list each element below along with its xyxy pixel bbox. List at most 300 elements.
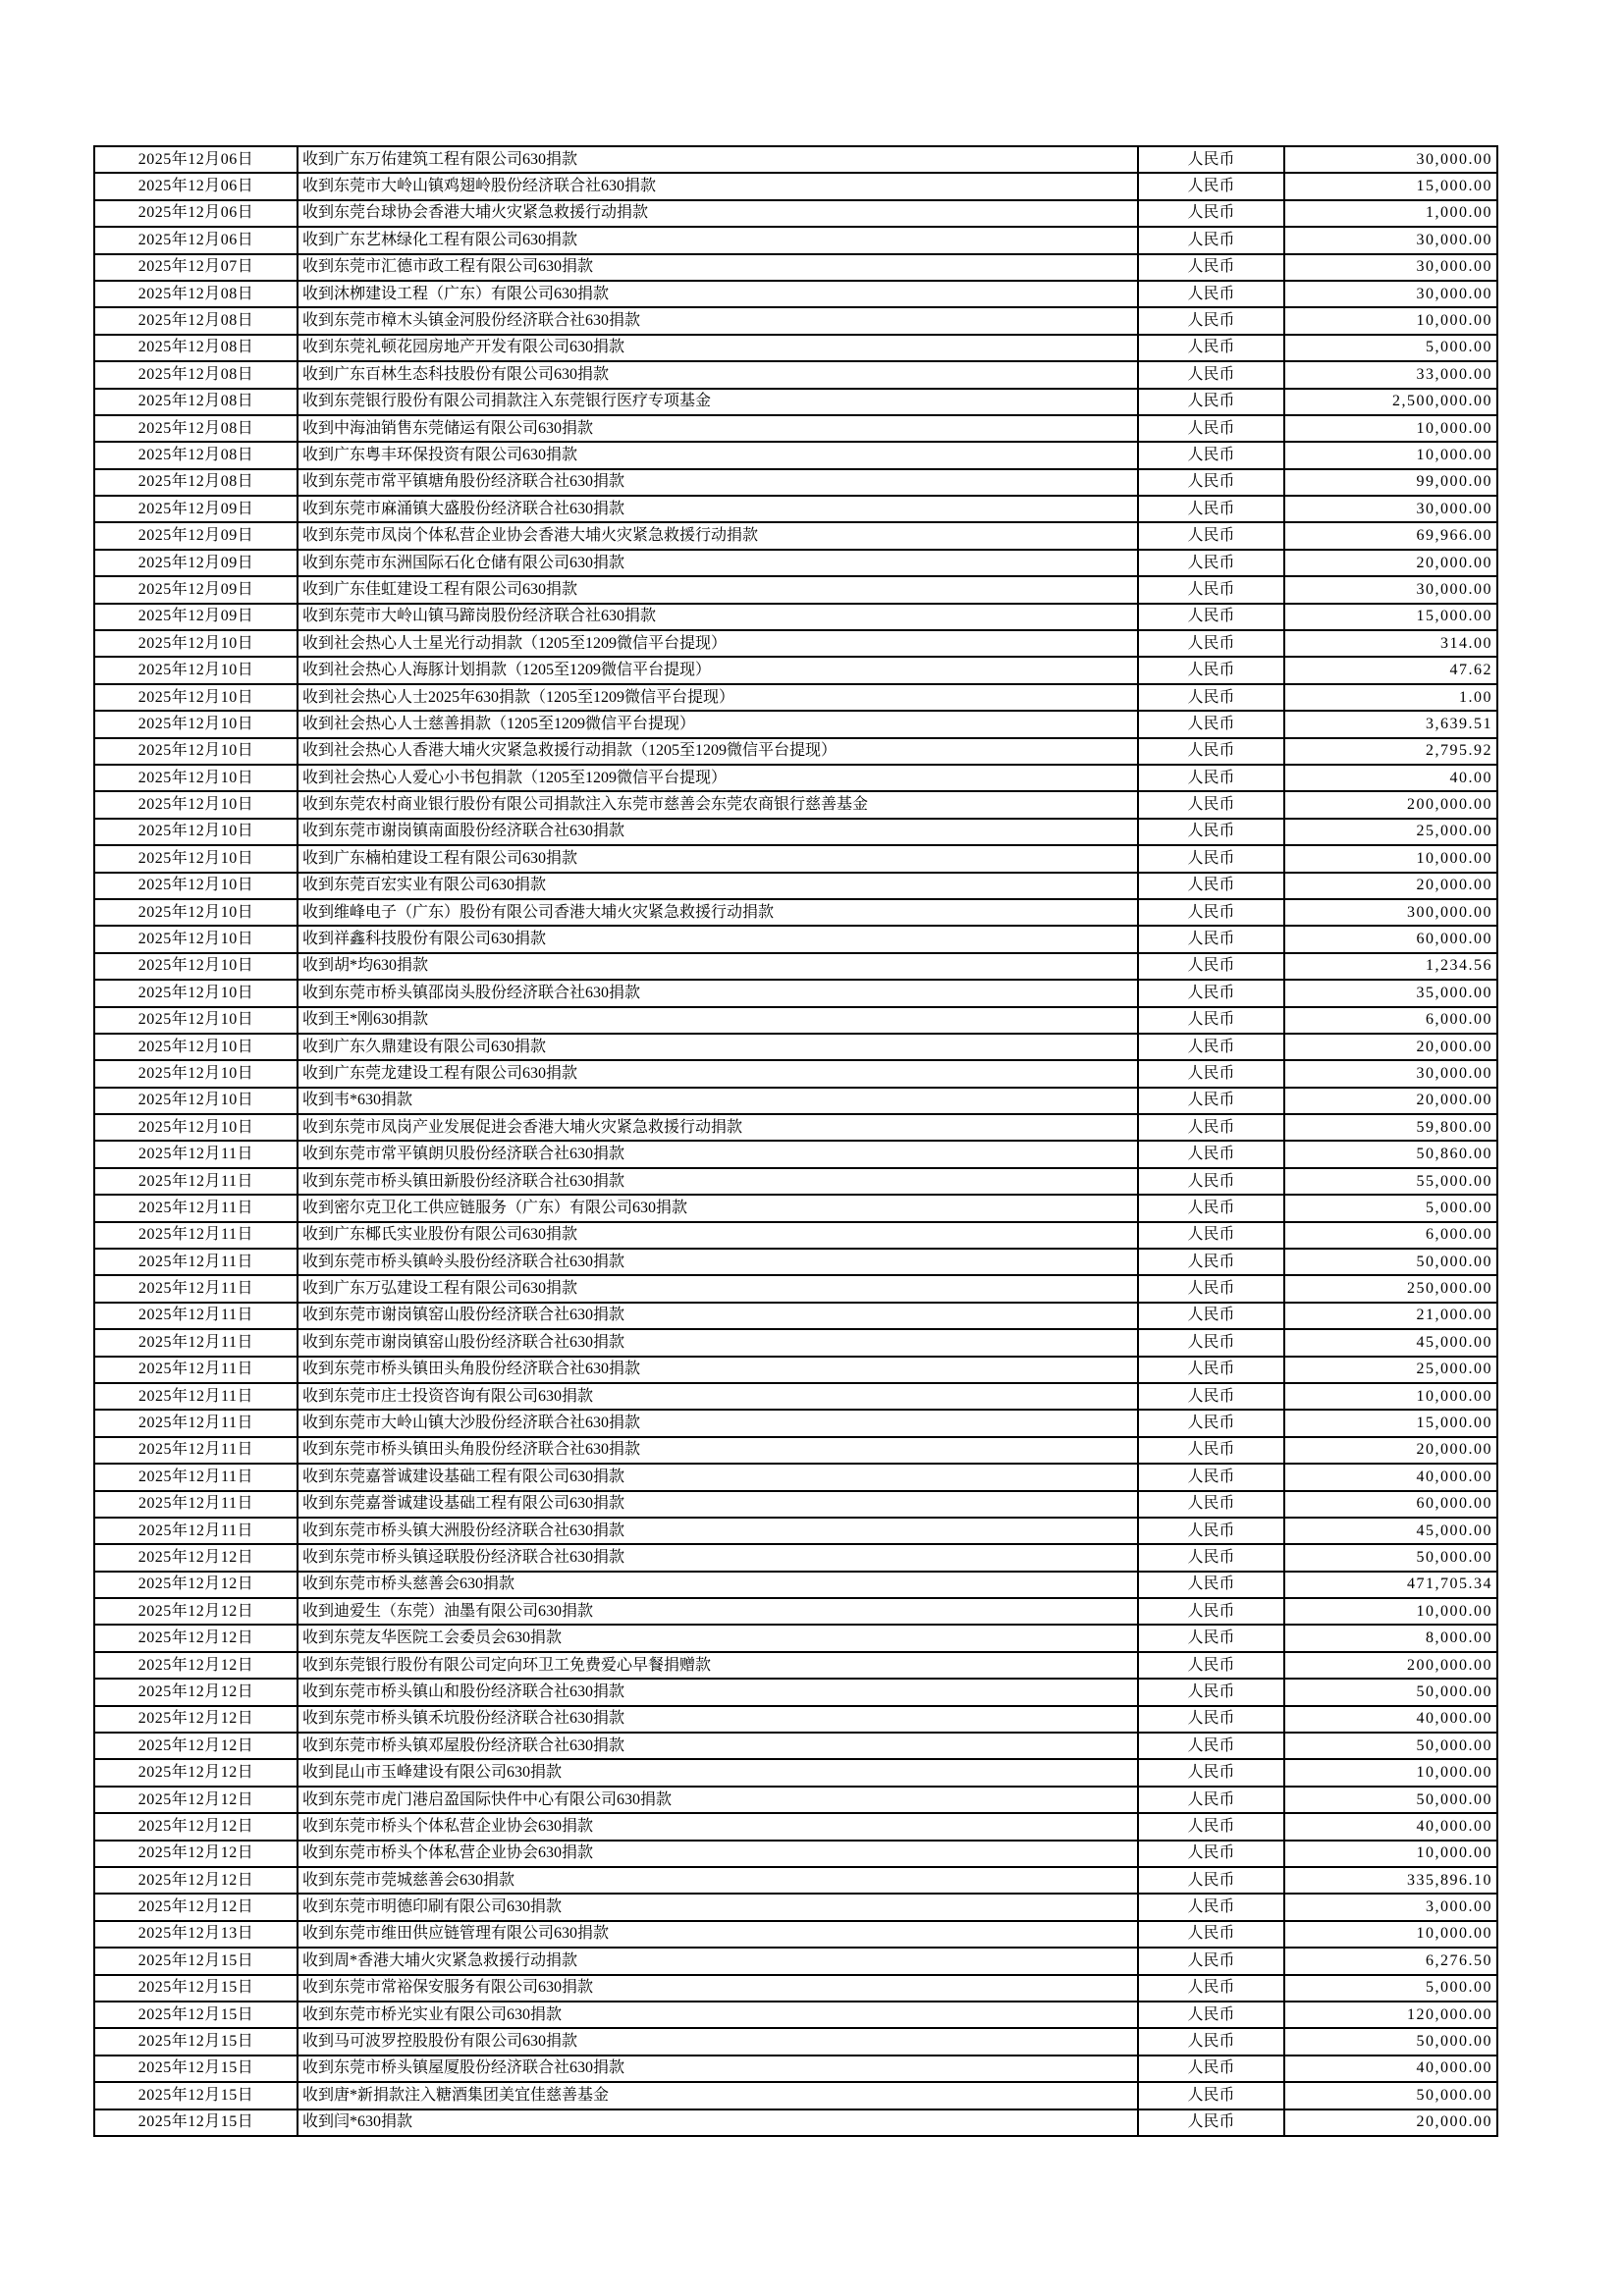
description-cell: 收到马可波罗控股股份有限公司630捐款 <box>298 2028 1138 2055</box>
table-row <box>94 307 1497 334</box>
amount-cell: 1.00 <box>1284 684 1497 711</box>
table-row <box>94 469 1497 496</box>
date-cell: 2025年12月08日 <box>94 415 298 442</box>
table-row <box>94 1060 1497 1087</box>
table-row <box>94 389 1497 415</box>
table-row <box>94 1518 1497 1544</box>
currency-cell: 人民币 <box>1138 1383 1284 1410</box>
description-cell: 收到东莞市大岭山镇鸡翅岭股份经济联合社630捐款 <box>298 173 1138 199</box>
amount-cell: 99,000.00 <box>1284 469 1497 496</box>
currency-cell: 人民币 <box>1138 442 1284 468</box>
amount-cell: 30,000.00 <box>1284 281 1497 307</box>
table-row <box>94 1303 1497 1329</box>
table-row <box>94 1975 1497 2002</box>
amount-cell: 40,000.00 <box>1284 1706 1497 1733</box>
table-row <box>94 1921 1497 1948</box>
amount-cell: 50,000.00 <box>1284 1249 1497 1275</box>
description-cell: 收到唐*新捐款注入糖酒集团美宜佳慈善基金 <box>298 2082 1138 2109</box>
amount-cell: 50,000.00 <box>1284 1679 1497 1705</box>
date-cell: 2025年12月12日 <box>94 1759 298 1786</box>
amount-cell: 3,639.51 <box>1284 711 1497 737</box>
date-cell: 2025年12月12日 <box>94 1733 298 1759</box>
date-cell: 2025年12月10日 <box>94 1034 298 1060</box>
description-cell: 收到东莞市桥头镇山和股份经济联合社630捐款 <box>298 1679 1138 1705</box>
amount-cell: 20,000.00 <box>1284 1437 1497 1464</box>
amount-cell: 50,000.00 <box>1284 2082 1497 2109</box>
table-row <box>94 980 1497 1006</box>
date-cell: 2025年12月10日 <box>94 980 298 1006</box>
amount-cell: 6,000.00 <box>1284 1007 1497 1034</box>
table-row <box>94 791 1497 818</box>
date-cell: 2025年12月11日 <box>94 1275 298 1302</box>
description-cell: 收到东莞市麻涌镇大盛股份经济联合社630捐款 <box>298 496 1138 522</box>
table-row <box>94 2109 1497 2136</box>
table-row <box>94 604 1497 630</box>
date-cell: 2025年12月12日 <box>94 1706 298 1733</box>
date-cell: 2025年12月12日 <box>94 1787 298 1813</box>
description-cell: 收到东莞农村商业银行股份有限公司捐款注入东莞市慈善会东莞农商银行慈善基金 <box>298 791 1138 818</box>
currency-cell: 人民币 <box>1138 200 1284 227</box>
table-row <box>94 1679 1497 1705</box>
currency-cell: 人民币 <box>1138 307 1284 334</box>
date-cell: 2025年12月08日 <box>94 335 298 361</box>
amount-cell: 335,896.10 <box>1284 1867 1497 1894</box>
date-cell: 2025年12月12日 <box>94 1841 298 1867</box>
description-cell: 收到广东万佑建筑工程有限公司630捐款 <box>298 146 1138 173</box>
currency-cell: 人民币 <box>1138 1303 1284 1329</box>
date-cell: 2025年12月09日 <box>94 604 298 630</box>
description-cell: 收到广东艺林绿化工程有限公司630捐款 <box>298 227 1138 253</box>
currency-cell: 人民币 <box>1138 899 1284 926</box>
date-cell: 2025年12月06日 <box>94 227 298 253</box>
currency-cell: 人民币 <box>1138 1275 1284 1302</box>
table-row <box>94 1894 1497 1920</box>
table-row <box>94 227 1497 253</box>
description-cell: 收到东莞市莞城慈善会630捐款 <box>298 1867 1138 1894</box>
amount-cell: 30,000.00 <box>1284 576 1497 603</box>
currency-cell: 人民币 <box>1138 980 1284 1006</box>
date-cell: 2025年12月11日 <box>94 1518 298 1544</box>
date-cell: 2025年12月11日 <box>94 1464 298 1490</box>
date-cell: 2025年12月10日 <box>94 1114 298 1141</box>
amount-cell: 55,000.00 <box>1284 1168 1497 1195</box>
description-cell: 收到广东楠柏建设工程有限公司630捐款 <box>298 845 1138 872</box>
currency-cell: 人民币 <box>1138 281 1284 307</box>
description-cell: 收到王*刚630捐款 <box>298 1007 1138 1034</box>
description-cell: 收到东莞市东洲国际石化仓储有限公司630捐款 <box>298 550 1138 576</box>
description-cell: 收到韦*630捐款 <box>298 1088 1138 1114</box>
description-cell: 收到胡*均630捐款 <box>298 953 1138 980</box>
date-cell: 2025年12月10日 <box>94 1060 298 1087</box>
amount-cell: 3,000.00 <box>1284 1894 1497 1920</box>
description-cell: 收到东莞市谢岗镇窑山股份经济联合社630捐款 <box>298 1303 1138 1329</box>
table-row <box>94 1034 1497 1060</box>
description-cell: 收到东莞市常裕保安服务有限公司630捐款 <box>298 1975 1138 2002</box>
currency-cell: 人民币 <box>1138 335 1284 361</box>
amount-cell: 120,000.00 <box>1284 2002 1497 2028</box>
table-row <box>94 496 1497 522</box>
date-cell: 2025年12月11日 <box>94 1195 298 1221</box>
currency-cell: 人民币 <box>1138 1706 1284 1733</box>
currency-cell: 人民币 <box>1138 738 1284 765</box>
amount-cell: 30,000.00 <box>1284 146 1497 173</box>
amount-cell: 40,000.00 <box>1284 1813 1497 1840</box>
amount-cell: 15,000.00 <box>1284 173 1497 199</box>
table-row <box>94 1007 1497 1034</box>
currency-cell: 人民币 <box>1138 1518 1284 1544</box>
amount-cell: 5,000.00 <box>1284 1975 1497 2002</box>
table-row <box>94 899 1497 926</box>
date-cell: 2025年12月11日 <box>94 1357 298 1383</box>
date-cell: 2025年12月12日 <box>94 1652 298 1679</box>
description-cell: 收到祥鑫科技股份有限公司630捐款 <box>298 926 1138 952</box>
table-row <box>94 1759 1497 1786</box>
table-row <box>94 926 1497 952</box>
currency-cell: 人民币 <box>1138 1491 1284 1518</box>
amount-cell: 30,000.00 <box>1284 227 1497 253</box>
currency-cell: 人民币 <box>1138 1598 1284 1625</box>
table-row <box>94 1625 1497 1651</box>
description-cell: 收到东莞市樟木头镇金河股份经济联合社630捐款 <box>298 307 1138 334</box>
currency-cell: 人民币 <box>1138 1733 1284 1759</box>
currency-cell: 人民币 <box>1138 1168 1284 1195</box>
description-cell: 收到周*香港大埔火灾紧急救援行动捐款 <box>298 1948 1138 1974</box>
currency-cell: 人民币 <box>1138 254 1284 281</box>
description-cell: 收到广东莞龙建设工程有限公司630捐款 <box>298 1060 1138 1087</box>
amount-cell: 59,800.00 <box>1284 1114 1497 1141</box>
currency-cell: 人民币 <box>1138 173 1284 199</box>
date-cell: 2025年12月10日 <box>94 926 298 952</box>
table-row <box>94 630 1497 657</box>
description-cell: 收到东莞市桥头镇邓屋股份经济联合社630捐款 <box>298 1733 1138 1759</box>
amount-cell: 33,000.00 <box>1284 361 1497 388</box>
description-cell: 收到社会热心人士2025年630捐款（1205至1209微信平台提现） <box>298 684 1138 711</box>
amount-cell: 250,000.00 <box>1284 1275 1497 1302</box>
description-cell: 收到昆山市玉峰建设有限公司630捐款 <box>298 1759 1138 1786</box>
table-row <box>94 1652 1497 1679</box>
currency-cell: 人民币 <box>1138 657 1284 683</box>
table-row <box>94 522 1497 549</box>
date-cell: 2025年12月12日 <box>94 1544 298 1571</box>
amount-cell: 1,234.56 <box>1284 953 1497 980</box>
currency-cell: 人民币 <box>1138 1088 1284 1114</box>
amount-cell: 50,000.00 <box>1284 1787 1497 1813</box>
table-row <box>94 1088 1497 1114</box>
amount-cell: 10,000.00 <box>1284 1921 1497 1948</box>
description-cell: 收到东莞银行股份有限公司定向环卫工免费爱心早餐捐赠款 <box>298 1652 1138 1679</box>
date-cell: 2025年12月08日 <box>94 469 298 496</box>
table-row <box>94 2082 1497 2109</box>
amount-cell: 15,000.00 <box>1284 1410 1497 1436</box>
donation-table <box>93 145 1498 2137</box>
table-row <box>94 1383 1497 1410</box>
date-cell: 2025年12月12日 <box>94 1679 298 1705</box>
table-row <box>94 281 1497 307</box>
currency-cell: 人民币 <box>1138 2056 1284 2082</box>
table-row <box>94 1195 1497 1221</box>
amount-cell: 10,000.00 <box>1284 442 1497 468</box>
table-row <box>94 657 1497 683</box>
table-row <box>94 1141 1497 1167</box>
currency-cell: 人民币 <box>1138 1034 1284 1060</box>
amount-cell: 40,000.00 <box>1284 1464 1497 1490</box>
description-cell: 收到东莞市桥头个体私营企业协会630捐款 <box>298 1841 1138 1867</box>
currency-cell: 人民币 <box>1138 926 1284 952</box>
currency-cell: 人民币 <box>1138 819 1284 845</box>
amount-cell: 300,000.00 <box>1284 899 1497 926</box>
currency-cell: 人民币 <box>1138 1329 1284 1356</box>
date-cell: 2025年12月15日 <box>94 2002 298 2028</box>
table-row <box>94 953 1497 980</box>
table-row <box>94 1464 1497 1490</box>
table-row <box>94 146 1497 173</box>
description-cell: 收到东莞市谢岗镇窑山股份经济联合社630捐款 <box>298 1329 1138 1356</box>
amount-cell: 20,000.00 <box>1284 873 1497 899</box>
table-row <box>94 1249 1497 1275</box>
description-cell: 收到社会热心人爱心小书包捐款（1205至1209微信平台提现） <box>298 765 1138 791</box>
date-cell: 2025年12月10日 <box>94 819 298 845</box>
amount-cell: 50,000.00 <box>1284 1733 1497 1759</box>
currency-cell: 人民币 <box>1138 1464 1284 1490</box>
table-row <box>94 711 1497 737</box>
currency-cell: 人民币 <box>1138 496 1284 522</box>
currency-cell: 人民币 <box>1138 1921 1284 1948</box>
description-cell: 收到东莞市大岭山镇马蹄岗股份经济联合社630捐款 <box>298 604 1138 630</box>
currency-cell: 人民币 <box>1138 1679 1284 1705</box>
date-cell: 2025年12月09日 <box>94 576 298 603</box>
currency-cell: 人民币 <box>1138 415 1284 442</box>
currency-cell: 人民币 <box>1138 791 1284 818</box>
date-cell: 2025年12月11日 <box>94 1249 298 1275</box>
currency-cell: 人民币 <box>1138 1867 1284 1894</box>
currency-cell: 人民币 <box>1138 1007 1284 1034</box>
date-cell: 2025年12月12日 <box>94 1894 298 1920</box>
currency-cell: 人民币 <box>1138 1060 1284 1087</box>
currency-cell: 人民币 <box>1138 1222 1284 1249</box>
description-cell: 收到东莞市明德印刷有限公司630捐款 <box>298 1894 1138 1920</box>
description-cell: 收到广东佳虹建设工程有限公司630捐款 <box>298 576 1138 603</box>
description-cell: 收到社会热心人士慈善捐款（1205至1209微信平台提现） <box>298 711 1138 737</box>
currency-cell: 人民币 <box>1138 1114 1284 1141</box>
description-cell: 收到广东椰氏实业股份有限公司630捐款 <box>298 1222 1138 1249</box>
currency-cell: 人民币 <box>1138 361 1284 388</box>
date-cell: 2025年12月10日 <box>94 657 298 683</box>
date-cell: 2025年12月12日 <box>94 1625 298 1651</box>
table-row <box>94 1948 1497 1974</box>
description-cell: 收到东莞市桥头镇屋厦股份经济联合社630捐款 <box>298 2056 1138 2082</box>
currency-cell: 人民币 <box>1138 576 1284 603</box>
description-cell: 收到东莞市虎门港启盈国际快件中心有限公司630捐款 <box>298 1787 1138 1813</box>
date-cell: 2025年12月06日 <box>94 200 298 227</box>
amount-cell: 10,000.00 <box>1284 1841 1497 1867</box>
description-cell: 收到东莞市桥头镇迳联股份经济联合社630捐款 <box>298 1544 1138 1571</box>
date-cell: 2025年12月11日 <box>94 1222 298 1249</box>
description-cell: 收到东莞嘉誉诚建设基础工程有限公司630捐款 <box>298 1491 1138 1518</box>
date-cell: 2025年12月10日 <box>94 873 298 899</box>
date-cell: 2025年12月15日 <box>94 2109 298 2136</box>
description-cell: 收到东莞市桥头镇大洲股份经济联合社630捐款 <box>298 1518 1138 1544</box>
table-row <box>94 1329 1497 1356</box>
amount-cell: 2,795.92 <box>1284 738 1497 765</box>
date-cell: 2025年12月08日 <box>94 442 298 468</box>
date-cell: 2025年12月15日 <box>94 2028 298 2055</box>
amount-cell: 35,000.00 <box>1284 980 1497 1006</box>
date-cell: 2025年12月12日 <box>94 1867 298 1894</box>
amount-cell: 40,000.00 <box>1284 2056 1497 2082</box>
date-cell: 2025年12月08日 <box>94 361 298 388</box>
table-row <box>94 765 1497 791</box>
currency-cell: 人民币 <box>1138 1141 1284 1167</box>
currency-cell: 人民币 <box>1138 2082 1284 2109</box>
table-row <box>94 1572 1497 1598</box>
date-cell: 2025年12月09日 <box>94 550 298 576</box>
date-cell: 2025年12月10日 <box>94 1088 298 1114</box>
currency-cell: 人民币 <box>1138 1249 1284 1275</box>
currency-cell: 人民币 <box>1138 146 1284 173</box>
amount-cell: 47.62 <box>1284 657 1497 683</box>
currency-cell: 人民币 <box>1138 711 1284 737</box>
description-cell: 收到密尔克卫化工供应链服务（广东）有限公司630捐款 <box>298 1195 1138 1221</box>
currency-cell: 人民币 <box>1138 1975 1284 2002</box>
table-row <box>94 173 1497 199</box>
amount-cell: 20,000.00 <box>1284 2109 1497 2136</box>
amount-cell: 10,000.00 <box>1284 1598 1497 1625</box>
description-cell: 收到中海油销售东莞储运有限公司630捐款 <box>298 415 1138 442</box>
table-row <box>94 1275 1497 1302</box>
table-row <box>94 738 1497 765</box>
table-row <box>94 1410 1497 1436</box>
amount-cell: 60,000.00 <box>1284 1491 1497 1518</box>
amount-cell: 1,000.00 <box>1284 200 1497 227</box>
date-cell: 2025年12月15日 <box>94 1975 298 2002</box>
date-cell: 2025年12月11日 <box>94 1383 298 1410</box>
date-cell: 2025年12月13日 <box>94 1921 298 1948</box>
amount-cell: 5,000.00 <box>1284 1195 1497 1221</box>
description-cell: 收到沐栁建设工程（广东）有限公司630捐款 <box>298 281 1138 307</box>
amount-cell: 10,000.00 <box>1284 845 1497 872</box>
amount-cell: 50,000.00 <box>1284 2028 1497 2055</box>
description-cell: 收到社会热心人香港大埔火灾紧急救援行动捐款（1205至1209微信平台提现） <box>298 738 1138 765</box>
date-cell: 2025年12月11日 <box>94 1491 298 1518</box>
currency-cell: 人民币 <box>1138 550 1284 576</box>
amount-cell: 6,276.50 <box>1284 1948 1497 1974</box>
table-row <box>94 550 1497 576</box>
date-cell: 2025年12月10日 <box>94 684 298 711</box>
amount-cell: 30,000.00 <box>1284 1060 1497 1087</box>
table-row <box>94 1867 1497 1894</box>
date-cell: 2025年12月08日 <box>94 281 298 307</box>
description-cell: 收到东莞市桥头镇田头角股份经济联合社630捐款 <box>298 1357 1138 1383</box>
date-cell: 2025年12月12日 <box>94 1598 298 1625</box>
currency-cell: 人民币 <box>1138 1948 1284 1974</box>
description-cell: 收到东莞市凤岗产业发展促进会香港大埔火灾紧急救援行动捐款 <box>298 1114 1138 1141</box>
table-row <box>94 1598 1497 1625</box>
table-row <box>94 254 1497 281</box>
description-cell: 收到东莞市桥头镇田头角股份经济联合社630捐款 <box>298 1437 1138 1464</box>
date-cell: 2025年12月15日 <box>94 1948 298 1974</box>
amount-cell: 10,000.00 <box>1284 307 1497 334</box>
amount-cell: 2,500,000.00 <box>1284 389 1497 415</box>
description-cell: 收到东莞礼顿花园房地产开发有限公司630捐款 <box>298 335 1138 361</box>
date-cell: 2025年12月10日 <box>94 791 298 818</box>
description-cell: 收到东莞友华医院工会委员会630捐款 <box>298 1625 1138 1651</box>
currency-cell: 人民币 <box>1138 1841 1284 1867</box>
date-cell: 2025年12月11日 <box>94 1303 298 1329</box>
description-cell: 收到东莞百宏实业有限公司630捐款 <box>298 873 1138 899</box>
table-row <box>94 1706 1497 1733</box>
table-row <box>94 2056 1497 2082</box>
date-cell: 2025年12月12日 <box>94 1813 298 1840</box>
date-cell: 2025年12月10日 <box>94 630 298 657</box>
date-cell: 2025年12月10日 <box>94 738 298 765</box>
description-cell: 收到东莞市桥光实业有限公司630捐款 <box>298 2002 1138 2028</box>
description-cell: 收到东莞市常平镇塘角股份经济联合社630捐款 <box>298 469 1138 496</box>
currency-cell: 人民币 <box>1138 845 1284 872</box>
currency-cell: 人民币 <box>1138 227 1284 253</box>
currency-cell: 人民币 <box>1138 2109 1284 2136</box>
table-row <box>94 1168 1497 1195</box>
table-row <box>94 1437 1497 1464</box>
amount-cell: 15,000.00 <box>1284 604 1497 630</box>
currency-cell: 人民币 <box>1138 630 1284 657</box>
date-cell: 2025年12月10日 <box>94 711 298 737</box>
date-cell: 2025年12月11日 <box>94 1410 298 1436</box>
currency-cell: 人民币 <box>1138 873 1284 899</box>
date-cell: 2025年12月09日 <box>94 522 298 549</box>
date-cell: 2025年12月10日 <box>94 845 298 872</box>
table-row <box>94 1357 1497 1383</box>
description-cell: 收到东莞市桥头镇田新股份经济联合社630捐款 <box>298 1168 1138 1195</box>
description-cell: 收到东莞市庄士投资咨询有限公司630捐款 <box>298 1383 1138 1410</box>
amount-cell: 45,000.00 <box>1284 1518 1497 1544</box>
date-cell: 2025年12月11日 <box>94 1141 298 1167</box>
date-cell: 2025年12月06日 <box>94 146 298 173</box>
amount-cell: 471,705.34 <box>1284 1572 1497 1598</box>
currency-cell: 人民币 <box>1138 1195 1284 1221</box>
currency-cell: 人民币 <box>1138 1572 1284 1598</box>
description-cell: 收到东莞市桥头镇岭头股份经济联合社630捐款 <box>298 1249 1138 1275</box>
amount-cell: 60,000.00 <box>1284 926 1497 952</box>
description-cell: 收到东莞市常平镇朗贝股份经济联合社630捐款 <box>298 1141 1138 1167</box>
date-cell: 2025年12月11日 <box>94 1329 298 1356</box>
date-cell: 2025年12月06日 <box>94 173 298 199</box>
currency-cell: 人民币 <box>1138 522 1284 549</box>
currency-cell: 人民币 <box>1138 953 1284 980</box>
donation-table-body <box>94 146 1497 2136</box>
amount-cell: 45,000.00 <box>1284 1329 1497 1356</box>
table-row <box>94 200 1497 227</box>
amount-cell: 40.00 <box>1284 765 1497 791</box>
date-cell: 2025年12月10日 <box>94 899 298 926</box>
description-cell: 收到社会热心人士星光行动捐款（1205至1209微信平台提现） <box>298 630 1138 657</box>
currency-cell: 人民币 <box>1138 2028 1284 2055</box>
currency-cell: 人民币 <box>1138 1813 1284 1840</box>
table-row <box>94 873 1497 899</box>
amount-cell: 25,000.00 <box>1284 1357 1497 1383</box>
description-cell: 收到东莞市汇德市政工程有限公司630捐款 <box>298 254 1138 281</box>
table-row <box>94 415 1497 442</box>
table-row <box>94 1841 1497 1867</box>
description-cell: 收到社会热心人海豚计划捐款（1205至1209微信平台提现） <box>298 657 1138 683</box>
currency-cell: 人民币 <box>1138 469 1284 496</box>
description-cell: 收到广东久鼎建设有限公司630捐款 <box>298 1034 1138 1060</box>
description-cell: 收到广东万弘建设工程有限公司630捐款 <box>298 1275 1138 1302</box>
amount-cell: 10,000.00 <box>1284 415 1497 442</box>
currency-cell: 人民币 <box>1138 2002 1284 2028</box>
table-row <box>94 684 1497 711</box>
description-cell: 收到东莞市桥头慈善会630捐款 <box>298 1572 1138 1598</box>
table-row <box>94 1787 1497 1813</box>
